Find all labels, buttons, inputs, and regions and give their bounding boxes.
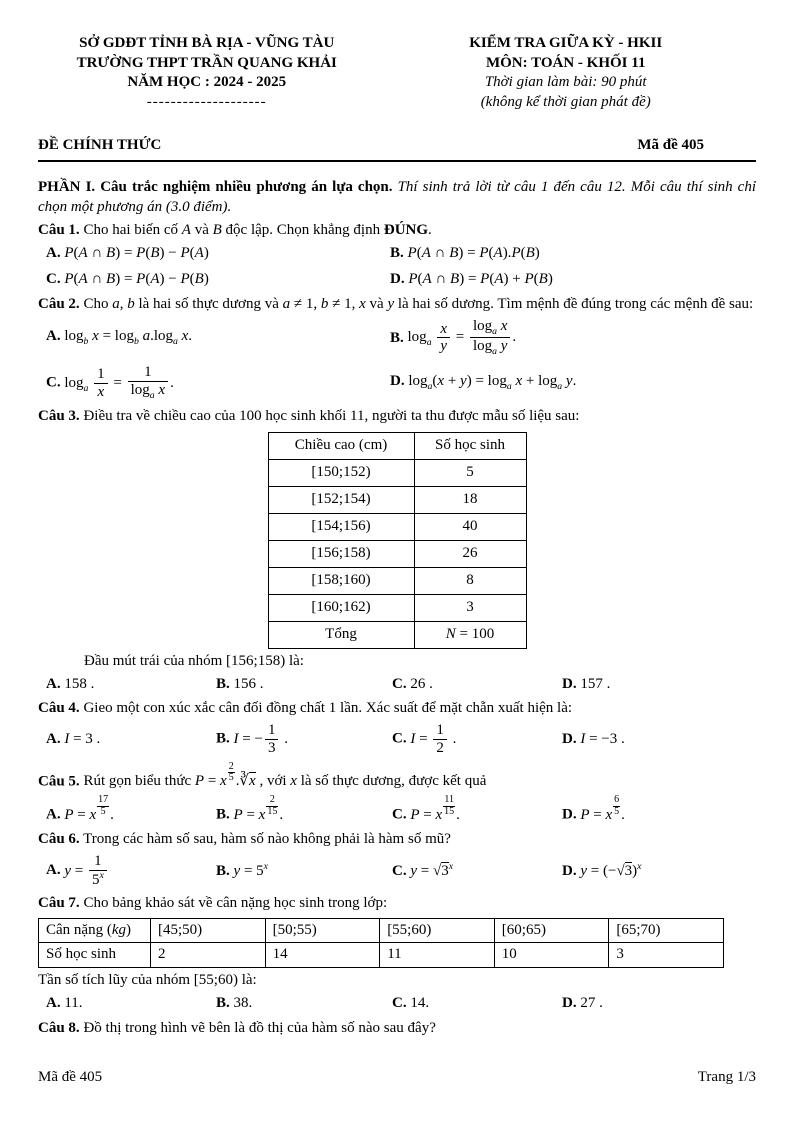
option-a: A. $\log_b x = \log_b a.\log_a$ x. xyxy=(46,328,193,348)
option-b: B. P(A ∩ B) = P(A).P(B) xyxy=(390,245,540,262)
option-b: B. $y = 5^x$ xyxy=(216,860,268,879)
table-row xyxy=(268,459,526,486)
table-row xyxy=(39,943,724,968)
option-c: C. P = x $\frac{11}{15}$ . xyxy=(392,794,460,823)
option-a: A. P(A ∩ B) = P(B) − P(A) xyxy=(46,245,209,262)
question-7 xyxy=(38,894,756,1014)
table-row xyxy=(268,594,526,621)
option-d: D. $\log_a(x + y) = \log_a x + \log_a y$. xyxy=(390,373,577,393)
option-b: B. 38. xyxy=(216,995,253,1012)
table-cell: Số học sinh xyxy=(39,943,151,968)
question-7-text: Câu 7. Cho bảng khảo sát về cân nặng học sinh trong lớp: xyxy=(38,894,388,911)
school-year: NĂM HỌC : 2024 - 2025 xyxy=(127,74,287,90)
exam-body xyxy=(38,178,756,1039)
divider-dashes: -------------------- xyxy=(146,93,267,110)
table-header-cell: Chiều cao (cm) xyxy=(268,432,414,459)
question-7-post-text: Tần số tích lũy của nhóm [55;60) là: xyxy=(38,972,257,989)
question-2-options xyxy=(38,318,756,403)
table-header-cell: [65;70) xyxy=(609,918,724,943)
table-cell: [160;162) xyxy=(268,594,414,621)
question-3-text: Câu 3. Điều tra về chiều cao của 100 học sinh khối 11, người ta thu được mẫu số liệu sau: xyxy=(38,408,580,425)
table-header-cell: Cân nặng (kg) xyxy=(39,918,151,943)
footer-page-number: Trang 1/3 xyxy=(697,1069,756,1086)
table-row xyxy=(268,621,526,648)
table-cell: [158;160) xyxy=(268,567,414,594)
option-c: C. 26 . xyxy=(392,675,433,692)
option-b: B. $\log_a$ $\frac{x}{y}$ = $\frac{\log_a x}{\log_a y}$ . xyxy=(390,317,517,358)
question-6-text: Câu 6. Trong các hàm số sau, hàm số nào không phải là hàm số mũ? xyxy=(38,831,451,848)
option-c: C. P(A ∩ B) = P(A) − P(B) xyxy=(46,270,209,287)
school-name: TRƯỜNG THPT TRẦN QUANG KHẢI xyxy=(76,54,337,71)
question-3-post-text: Đầu mút trái của nhóm [156;158) là: xyxy=(84,652,304,669)
exam-code-row xyxy=(38,136,756,162)
department-name: SỞ GDĐT TỈNH BÀ RỊA - VŨNG TÀU xyxy=(79,35,335,51)
question-4-options xyxy=(38,722,756,757)
table-cell: 3 xyxy=(609,943,724,968)
table-cell: 5 xyxy=(414,459,526,486)
option-a: A. I = 3 . xyxy=(46,730,101,747)
question-4-text: Câu 4. Gieo một con xúc xắc cân đối đồng chất 1 lần. Xác suất để mặt chẵn xuất hiện là: xyxy=(38,700,573,717)
table-cell: [156;158) xyxy=(268,540,414,567)
question-1-text: Câu 1. Cho hai biến cố A và B độc lập. Chọn khẳng định ĐÚNG. xyxy=(38,222,432,239)
question-3 xyxy=(38,407,756,694)
question-3-label: Câu 3. xyxy=(38,408,80,425)
question-1-label: Câu 1. xyxy=(38,222,80,239)
option-a: A. 158 . xyxy=(46,675,95,692)
question-6 xyxy=(38,830,756,888)
part1-intro xyxy=(38,178,756,218)
question-5-label: Câu 5. xyxy=(38,773,80,790)
table-cell: 18 xyxy=(414,486,526,513)
table-cell: [154;156) xyxy=(268,513,414,540)
question-7-options xyxy=(38,994,756,1014)
question-7-label: Câu 7. xyxy=(38,894,80,911)
table-header-cell: [55;60) xyxy=(380,918,495,943)
table-cell: [152;154) xyxy=(268,486,414,513)
table-row xyxy=(268,567,526,594)
option-c: C. $y = √3^x$ xyxy=(392,860,454,879)
question-2-text: Câu 2. Cho a, b là hai số thực dương và a ≠ 1, b ≠ 1, x và y là hai số dương. Tìm mệnh đề đúng trong các mệnh đề sau: xyxy=(38,295,754,312)
footer-exam-code: Mã đề 405 xyxy=(38,1069,103,1086)
table-cell: 10 xyxy=(494,943,609,968)
table-cell: N = 100 xyxy=(414,621,526,648)
question-5-text: Câu 5. Rút gọn biểu thức P = x $\frac{2}{5}$ .∛x , với x là số thực dương, được kết quả xyxy=(38,760,487,790)
question-6-label: Câu 6. xyxy=(38,831,80,848)
table-row xyxy=(268,486,526,513)
table-cell: 3 xyxy=(414,594,526,621)
option-c: C. 14. xyxy=(392,995,430,1012)
header-right xyxy=(375,34,756,112)
question-6-options xyxy=(38,853,756,889)
exam-title: KIỂM TRA GIỮA KỲ - HKII xyxy=(469,35,663,51)
exam-header xyxy=(38,34,756,112)
table-header-cell: [45;50) xyxy=(151,918,266,943)
exam-subject: MÔN: TOÁN - KHỐI 11 xyxy=(485,54,646,71)
option-b: B. I = − $\frac{1}{3}$ . xyxy=(216,722,288,757)
question-4 xyxy=(38,699,756,756)
option-d: D. P(A ∩ B) = P(A) + P(B) xyxy=(390,270,553,287)
option-c: C. I = $\frac{1}{2}$ . xyxy=(392,722,457,757)
question-5 xyxy=(38,762,756,826)
table-cell: 11 xyxy=(380,943,495,968)
option-d: D. $y = (-√3)^x$ xyxy=(562,860,642,879)
table-cell: Tổng xyxy=(268,621,414,648)
question-8 xyxy=(38,1019,756,1039)
table-row xyxy=(268,513,526,540)
question-5-options xyxy=(38,795,756,825)
question-2-label: Câu 2. xyxy=(38,295,80,312)
question-8-label: Câu 8. xyxy=(38,1019,80,1036)
table-cell: 2 xyxy=(151,943,266,968)
option-a: A. 11. xyxy=(46,995,83,1012)
exam-duration-note: (không kể thời gian phát đề) xyxy=(480,93,651,110)
weight-survey-table xyxy=(38,918,724,969)
table-cell: 40 xyxy=(414,513,526,540)
option-a: A. y = $\frac{1}{5^x}$ xyxy=(46,853,216,889)
height-frequency-table xyxy=(268,432,527,649)
table-cell: [150;152) xyxy=(268,459,414,486)
table-header-cell: [60;65) xyxy=(494,918,609,943)
part1-instructions: Thí sinh trả lời từ câu 1 đến câu 12. Mỗi câu thí sinh chỉ chọn một phương án (3.0 điểm). xyxy=(38,178,757,215)
table-cell: 8 xyxy=(414,567,526,594)
exam-duration: Thời gian làm bài: 90 phút xyxy=(484,74,647,90)
option-a: A. P = x $\frac{17}{5}$ . xyxy=(46,794,114,823)
question-4-label: Câu 4. xyxy=(38,700,80,717)
table-cell: 26 xyxy=(414,540,526,567)
question-2 xyxy=(38,295,756,402)
table-header-cell: Số học sinh xyxy=(414,432,526,459)
question-1 xyxy=(38,221,756,289)
exam-code: Mã đề 405 xyxy=(637,137,704,153)
option-b: B. 156 . xyxy=(216,675,264,692)
table-header-cell: [50;55) xyxy=(265,918,380,943)
option-c: C. $\log_a$ $\frac{1}{x}$ = $\frac{1}{\log_a x}$ . xyxy=(46,364,174,402)
question-3-options xyxy=(38,675,756,695)
option-d: D. P = x $\frac{6}{5}$ . xyxy=(562,794,625,823)
option-b: B. P = x $\frac{2}{15}$ . xyxy=(216,794,284,823)
question-1-options xyxy=(38,244,756,290)
part1-title: PHẦN I. Câu trắc nghiệm nhiều phương án lựa chọn. xyxy=(38,178,393,195)
table-cell: 14 xyxy=(265,943,380,968)
table-row xyxy=(268,540,526,567)
option-d: D. I = −3 . xyxy=(562,730,625,747)
table-row xyxy=(268,432,526,459)
header-left xyxy=(38,34,375,112)
page-footer xyxy=(38,1068,756,1088)
option-d: D. 27 . xyxy=(562,995,603,1012)
option-d: D. 157 . xyxy=(562,675,611,692)
question-8-text: Câu 8. Đồ thị trong hình vẽ bên là đồ thị của hàm số nào sau đây? xyxy=(38,1019,436,1036)
official-exam-label: ĐỀ CHÍNH THỨC xyxy=(38,137,162,153)
table-row xyxy=(39,918,724,943)
